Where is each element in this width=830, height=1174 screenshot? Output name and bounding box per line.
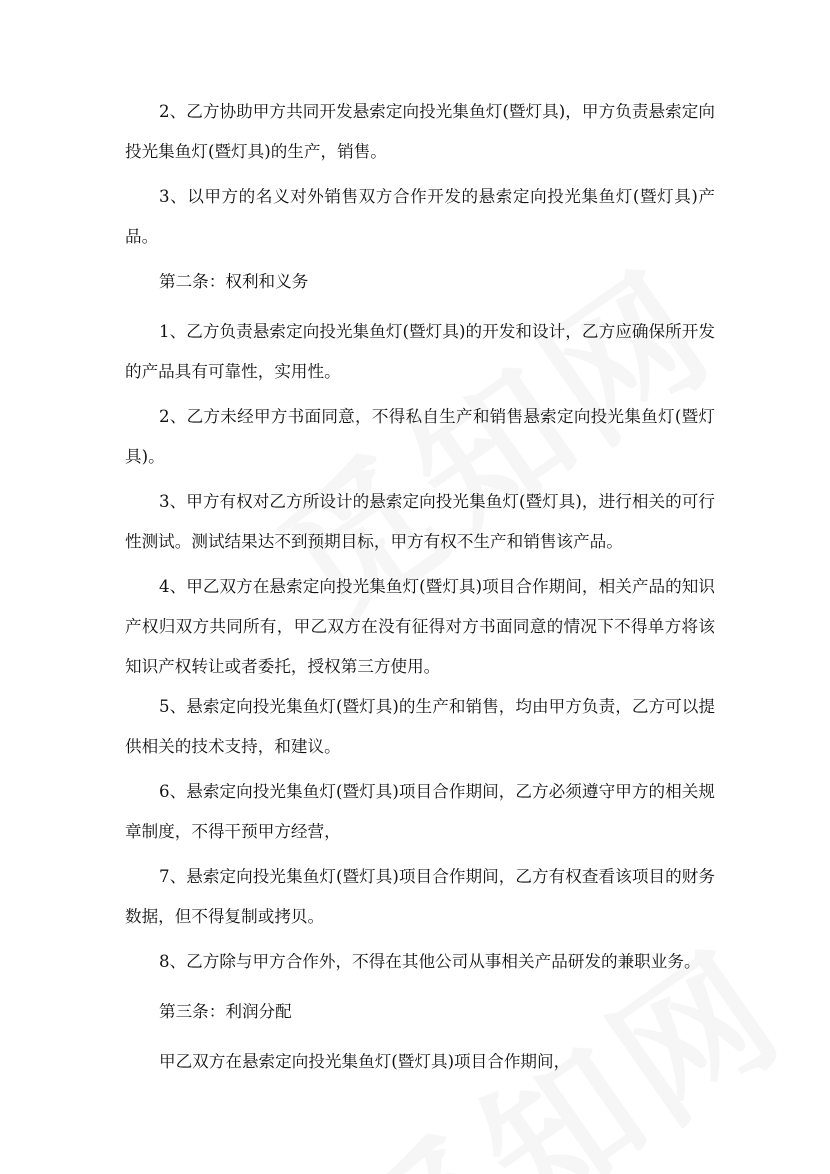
paragraph-7-financial-data: 7、悬索定向投光集鱼灯(暨灯具)项目合作期间，乙方有权查看该项目的财务数据，但不得复制或拷贝。 bbox=[125, 867, 715, 926]
paragraph-3-sales-name: 3、以甲方的名义对外销售双方合作开发的悬索定向投光集鱼灯(暨灯具)产品。 bbox=[125, 187, 715, 246]
section-heading-rights-obligations: 第二条：权利和义务 bbox=[159, 272, 309, 291]
paragraph-2-no-private-production: 2、乙方未经甲方书面同意，不得私自生产和销售悬索定向投光集鱼灯(暨灯具)。 bbox=[125, 407, 715, 466]
paragraph-profit-intro: 甲乙双方在悬索定向投光集鱼灯(暨灯具)项目合作期间， bbox=[159, 1052, 571, 1071]
paragraph-2-cooperation-development: 2、乙方协助甲方共同开发悬索定向投光集鱼灯(暨灯具)，甲方负责悬索定向投光集鱼灯(暨灯具)的生产，销售。 bbox=[125, 102, 715, 161]
paragraph-3-feasibility-testing: 3、甲方有权对乙方所设计的悬索定向投光集鱼灯(暨灯具)，进行相关的可行性测试。测试结果达不到预期目标，甲方有权不生产和销售该产品。 bbox=[125, 492, 715, 551]
paragraph-5-production-sales: 5、悬索定向投光集鱼灯(暨灯具)的生产和销售，均由甲方负责，乙方可以提供相关的技术支持，和建议。 bbox=[125, 697, 715, 756]
paragraph-6-rules-compliance: 6、悬索定向投光集鱼灯(暨灯具)项目合作期间，乙方必须遵守甲方的相关规章制度，不得干预甲方经营， bbox=[125, 782, 715, 841]
paragraph-4-intellectual-property: 4、甲乙双方在悬索定向投光集鱼灯(暨灯具)项目合作期间，相关产品的知识产权归双方共同所有，甲乙双方在没有征得对方书面同意的情况下不得单方将该知识产权转让或者委托，授权第三方使用。 bbox=[125, 577, 715, 676]
paragraph-1-design-responsibility: 1、乙方负责悬索定向投光集鱼灯(暨灯具)的开发和设计，乙方应确保所开发的产品具有可靠性，实用性。 bbox=[125, 322, 715, 381]
section-heading-profit-distribution: 第三条：利润分配 bbox=[159, 1002, 292, 1021]
paragraph-8-no-side-jobs: 8、乙方除与甲方合作外，不得在其他公司从事相关产品研发的兼职业务。 bbox=[159, 952, 701, 971]
